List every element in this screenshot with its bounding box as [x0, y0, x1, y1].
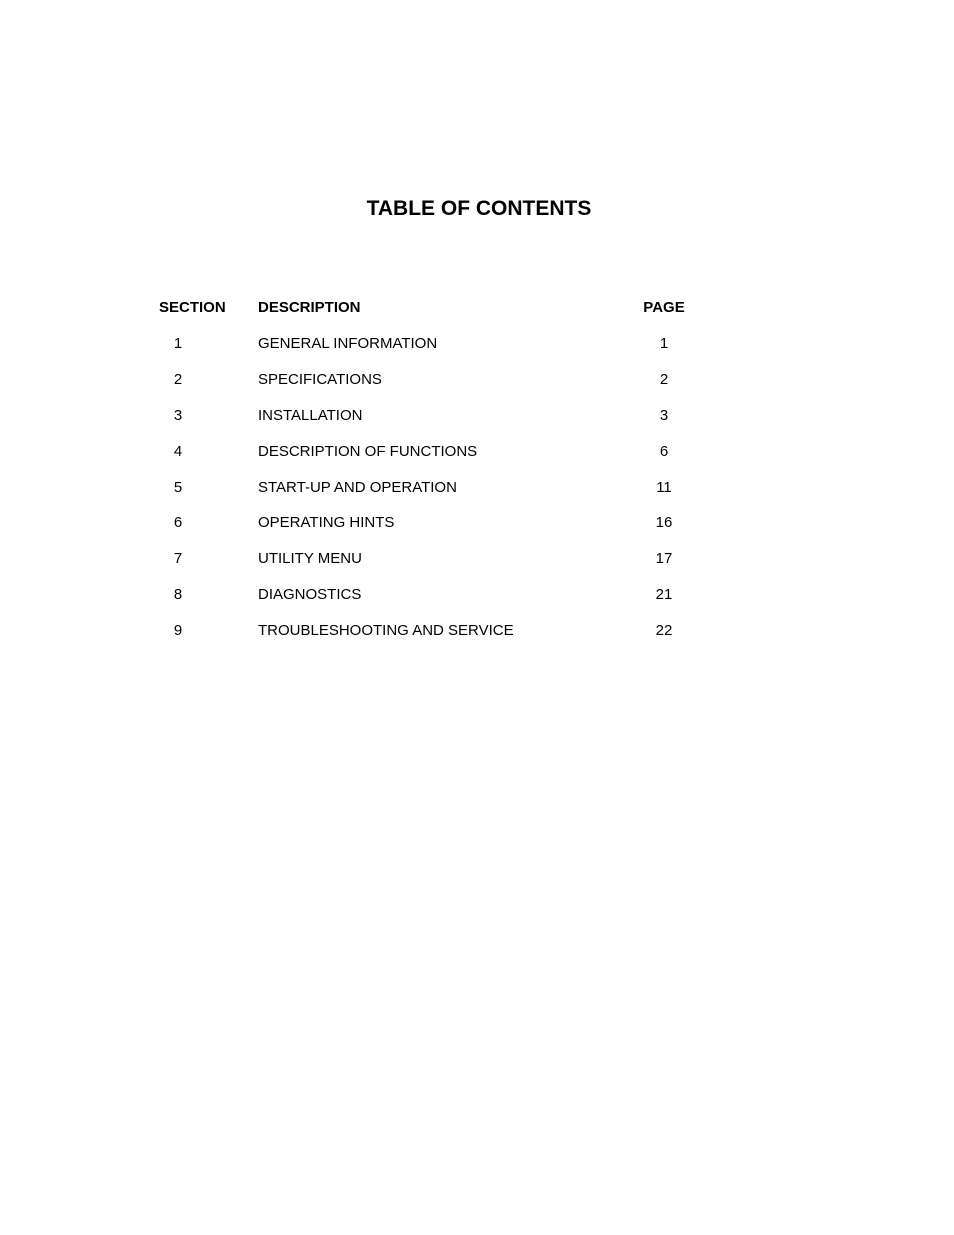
toc-page-number: 2 [659, 370, 669, 388]
toc-header-row [0, 298, 954, 318]
toc-row [0, 549, 954, 585]
header-page: PAGE [643, 299, 685, 316]
toc-row [0, 478, 954, 514]
toc-row [0, 406, 954, 442]
toc-row [0, 585, 954, 621]
toc-row [0, 442, 954, 478]
toc-section-number: 8 [173, 586, 183, 604]
toc-description: DIAGNOSTICS [258, 586, 362, 604]
toc-page-number: 17 [655, 550, 673, 568]
toc-description: UTILITY MENU [258, 550, 362, 568]
toc-description: DESCRIPTION OF FUNCTIONS [258, 442, 478, 460]
header-section: SECTION [159, 299, 226, 316]
toc-section-number: 2 [173, 370, 183, 388]
toc-row [0, 370, 954, 406]
toc-section-number: 1 [173, 335, 183, 352]
toc-section-number: 6 [173, 514, 183, 532]
toc-page-number: 1 [659, 335, 669, 352]
header-description: DESCRIPTION [258, 299, 361, 316]
toc-section-number: 9 [173, 622, 183, 640]
toc-page-number: 11 [656, 478, 672, 496]
toc-page-number: 3 [659, 406, 669, 424]
toc-description: GENERAL INFORMATION [258, 335, 438, 352]
toc-row [0, 621, 954, 657]
toc-page-number: 16 [655, 514, 673, 532]
toc-list [0, 334, 954, 657]
toc-page-number: 6 [659, 442, 669, 460]
toc-description: TROUBLESHOOTING AND SERVICE [258, 622, 514, 640]
toc-description: OPERATING HINTS [258, 514, 395, 532]
toc-section-number: 5 [173, 478, 183, 496]
page-title: TABLE OF CONTENTS [366, 197, 592, 220]
toc-description: SPECIFICATIONS [258, 370, 382, 388]
toc-page-number: 21 [655, 586, 673, 604]
toc-row [0, 334, 954, 370]
toc-row [0, 513, 954, 549]
toc-section-number: 7 [173, 550, 183, 568]
toc-section-number: 4 [173, 442, 183, 460]
toc-description: INSTALLATION [258, 406, 363, 424]
toc-section-number: 3 [173, 406, 183, 424]
toc-page-number: 22 [655, 622, 673, 640]
toc-description: START-UP AND OPERATION [258, 478, 457, 496]
